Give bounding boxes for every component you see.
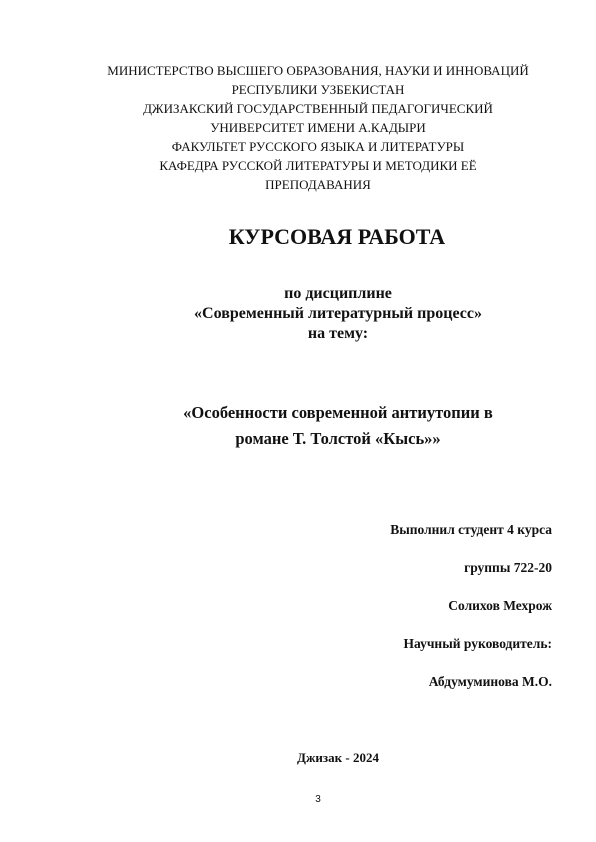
discipline-block: [40, 284, 596, 344]
theme-block: [40, 400, 596, 452]
author-line: Абдумуминова М.О.: [428, 674, 552, 689]
theme-line: «Особенности современной антиутопии в: [183, 403, 493, 422]
theme-line: романе Т. Толстой «Кысь»»: [235, 429, 441, 448]
institution-header: [40, 61, 596, 194]
header-line: ПРЕПОДАВАНИЯ: [265, 177, 371, 192]
header-line: ФАКУЛЬТЕТ РУССКОГО ЯЗЫКА И ЛИТЕРАТУРЫ: [171, 139, 465, 154]
author-line: группы 722-20: [464, 560, 552, 575]
author-line: Выполнил студент 4 курса: [390, 522, 552, 537]
header-line: ДЖИЗАКСКИЙ ГОСУДАРСТВЕННЫЙ ПЕДАГОГИЧЕСКИЙ: [143, 101, 493, 116]
discipline-line: на тему:: [307, 325, 369, 342]
header-line: РЕСПУБЛИКИ УЗБЕКИСТАН: [231, 82, 405, 97]
discipline-line: по дисциплине: [284, 285, 392, 302]
discipline-line: «Современный литературный процесс»: [194, 305, 482, 322]
author-line: Солихов Мехрож: [448, 598, 552, 613]
header-line: МИНИСТЕРСТВО ВЫСШЕГО ОБРАЗОВАНИЯ, НАУКИ И ИННОВАЦИЙ: [107, 63, 529, 78]
author-line: Научный руководитель:: [403, 636, 552, 651]
header-line: УНИВЕРСИТЕТ ИМЕНИ А.КАДЫРИ: [210, 120, 426, 135]
author-block: [252, 521, 552, 711]
header-line: КАФЕДРА РУССКОЙ ЛИТЕРАТУРЫ И МЕТОДИКИ ЕЁ: [159, 158, 477, 173]
city-year: Джизак - 2024: [297, 750, 379, 765]
page-number: 3: [315, 794, 321, 805]
document-title: КУРСОВАЯ РАБОТА: [228, 224, 446, 249]
